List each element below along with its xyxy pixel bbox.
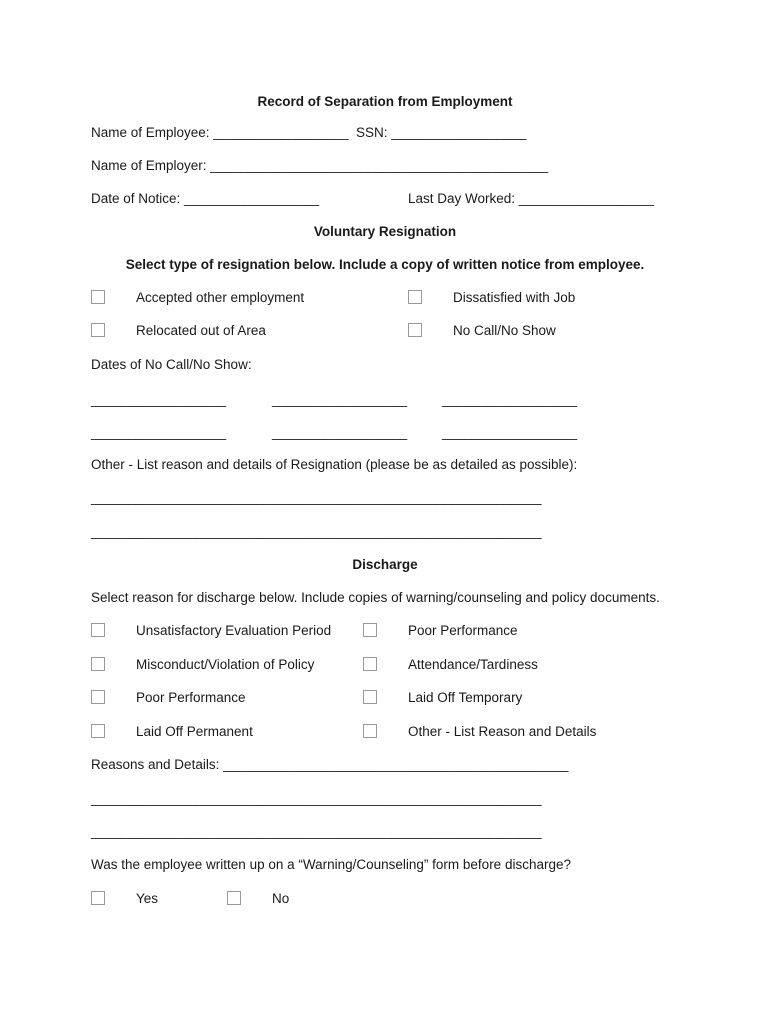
option-label: Relocated out of Area [136, 323, 266, 338]
discharge-heading: Discharge [352, 557, 418, 572]
checkbox-misconduct[interactable] [91, 657, 105, 671]
checkbox-dissatisfied-with-job[interactable] [408, 290, 422, 304]
checkbox-relocated-out-of-area[interactable] [91, 323, 105, 337]
option-label: Poor Performance [408, 623, 518, 638]
voluntary-instruction: Select type of resignation below. Include a copy of written notice from employee. [125, 257, 645, 272]
checkbox-accepted-other-employment[interactable] [91, 290, 105, 304]
date-of-notice-line[interactable]: Date of Notice: __________________ [91, 191, 320, 206]
discharge-details-blank[interactable]: ____________________________________________________________ [91, 824, 542, 839]
no-call-date-blank[interactable]: __________________ [442, 425, 578, 440]
option-label: Attendance/Tardiness [408, 657, 538, 672]
checkbox-other-discharge[interactable] [363, 724, 377, 738]
option-label: Other - List Reason and Details [408, 724, 597, 739]
reasons-and-details-line[interactable]: Reasons and Details: ______________________________________________ [91, 757, 569, 772]
option-label: Laid Off Temporary [408, 690, 523, 705]
employer-line[interactable]: Name of Employer: _____________________________________________ [91, 158, 549, 173]
voluntary-resignation-heading: Voluntary Resignation [313, 224, 457, 239]
checkbox-no-call-no-show[interactable] [408, 323, 422, 337]
no-call-date-blank[interactable]: __________________ [442, 392, 578, 407]
yes-label: Yes [136, 891, 159, 906]
checkbox-unsatisfactory-evaluation[interactable] [91, 623, 105, 637]
discharge-details-blank[interactable]: ____________________________________________________________ [91, 791, 542, 806]
option-label: Accepted other employment [136, 290, 305, 305]
checkbox-no[interactable] [227, 891, 241, 905]
checkbox-laid-off-temporary[interactable] [363, 690, 377, 704]
last-day-worked-line[interactable]: Last Day Worked: __________________ [408, 191, 654, 206]
resignation-details-blank[interactable]: ____________________________________________________________ [91, 490, 542, 505]
resignation-details-blank[interactable]: ____________________________________________________________ [91, 524, 542, 539]
no-label: No [272, 891, 290, 906]
checkbox-laid-off-permanent[interactable] [91, 724, 105, 738]
checkbox-poor-performance-2[interactable] [91, 690, 105, 704]
option-label: No Call/No Show [453, 323, 556, 338]
no-call-date-blank[interactable]: __________________ [272, 392, 408, 407]
checkbox-attendance-tardiness[interactable] [363, 657, 377, 671]
warning-question: Was the employee written up on a “Warning/Counseling” form before discharge? [91, 857, 571, 872]
checkbox-poor-performance[interactable] [363, 623, 377, 637]
no-call-dates-label: Dates of No Call/No Show: [91, 357, 252, 372]
option-label: Poor Performance [136, 690, 246, 705]
no-call-date-blank[interactable]: __________________ [91, 425, 227, 440]
no-call-date-blank[interactable]: __________________ [91, 392, 227, 407]
option-label: Unsatisfactory Evaluation Period [136, 623, 332, 638]
option-label: Misconduct/Violation of Policy [136, 657, 315, 672]
other-resignation-label: Other - List reason and details of Resignation (please be as detailed as possible): [91, 457, 578, 472]
checkbox-yes[interactable] [91, 891, 105, 905]
employee-ssn-line[interactable]: Name of Employee: __________________ SSN: __________________ [91, 125, 527, 140]
no-call-date-blank[interactable]: __________________ [272, 425, 408, 440]
discharge-instruction: Select reason for discharge below. Include copies of warning/counseling and policy documents. [91, 590, 660, 605]
page-title: Record of Separation from Employment [257, 94, 513, 109]
option-label: Laid Off Permanent [136, 724, 253, 739]
option-label: Dissatisfied with Job [453, 290, 576, 305]
